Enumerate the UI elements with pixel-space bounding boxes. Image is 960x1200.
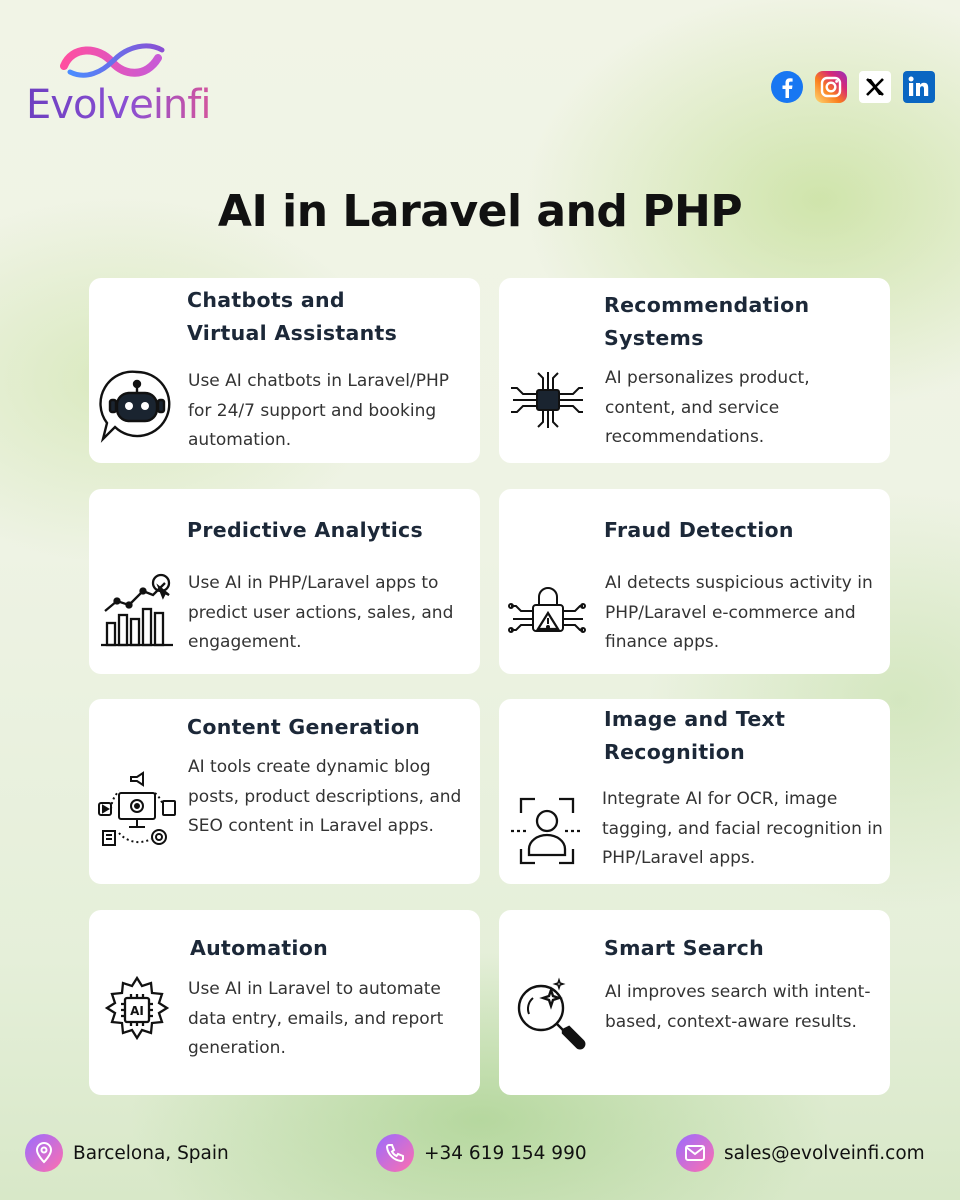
social-links (770, 70, 936, 104)
mail-icon (676, 1134, 714, 1172)
card-title: Content Generation (187, 715, 421, 739)
card-automation (89, 910, 480, 1095)
x-icon[interactable] (858, 70, 892, 104)
card-body: AI improves search with intent-based, context-aware results. (605, 982, 871, 1032)
chip-icon (507, 360, 587, 440)
phone-icon (376, 1134, 414, 1172)
ai-gear-icon (97, 972, 177, 1052)
magnifier-sparkle-icon (507, 974, 587, 1054)
card-body: AI tools create dynamic blog posts, product descriptions, and SEO content in Laravel apps. (188, 757, 462, 836)
footer-email[interactable] (676, 1134, 925, 1172)
card-fraud-detection (499, 489, 890, 674)
card-title: Recommendation Systems (604, 293, 810, 350)
linkedin-icon[interactable] (902, 70, 936, 104)
card-title: Predictive Analytics (187, 518, 423, 542)
card-title: Automation (190, 936, 329, 960)
card-image-recognition (499, 699, 890, 884)
card-title: Image and Text Recognition (604, 707, 786, 764)
card-chatbots (89, 278, 480, 463)
content-monitor-icon (97, 771, 177, 851)
phone-text[interactable]: +34 619 154 990 (424, 1142, 587, 1164)
card-body: AI personalizes product, content, and service recommendations. (605, 368, 810, 447)
card-body: Use AI in PHP/Laravel apps to predict user actions, sales, and engagement. (188, 573, 454, 652)
card-title: Chatbots and Virtual Assistants (187, 288, 398, 345)
card-content-generation (89, 699, 480, 884)
card-recommendation (499, 278, 890, 463)
card-body: Use AI chatbots in Laravel/PHP for 24/7 support and booking automation. (188, 371, 449, 450)
card-smart-search (499, 910, 890, 1095)
padlock-warning-icon (507, 573, 587, 653)
page-title: AI in Laravel and PHP (217, 186, 743, 237)
brand-name: Evolveinfi (26, 82, 211, 128)
card-predictive-analytics (89, 489, 480, 674)
facebook-icon[interactable] (770, 70, 804, 104)
brand-logo[interactable] (26, 36, 226, 136)
card-body: Use AI in Laravel to automate data entry, emails, and report generation. (188, 979, 444, 1058)
analytics-chart-icon (97, 573, 177, 653)
card-title: Smart Search (604, 936, 764, 960)
infinity-logo-icon (58, 36, 168, 84)
email-link[interactable]: sales@evolveinfi.com (724, 1142, 925, 1164)
card-title: Fraud Detection (604, 518, 794, 542)
card-body: Integrate AI for OCR, image tagging, and facial recognition in PHP/Laravel apps. (602, 789, 883, 868)
footer-location (25, 1134, 229, 1172)
chatbot-icon (97, 364, 177, 444)
instagram-icon[interactable] (814, 70, 848, 104)
face-scan-icon (507, 791, 587, 871)
location-pin-icon (25, 1134, 63, 1172)
footer-phone[interactable] (376, 1134, 587, 1172)
svg-text:AI: AI (130, 1004, 144, 1018)
card-body: AI detects suspicious activity in PHP/Laravel e-commerce and finance apps. (605, 573, 873, 652)
location-text: Barcelona, Spain (73, 1142, 229, 1164)
